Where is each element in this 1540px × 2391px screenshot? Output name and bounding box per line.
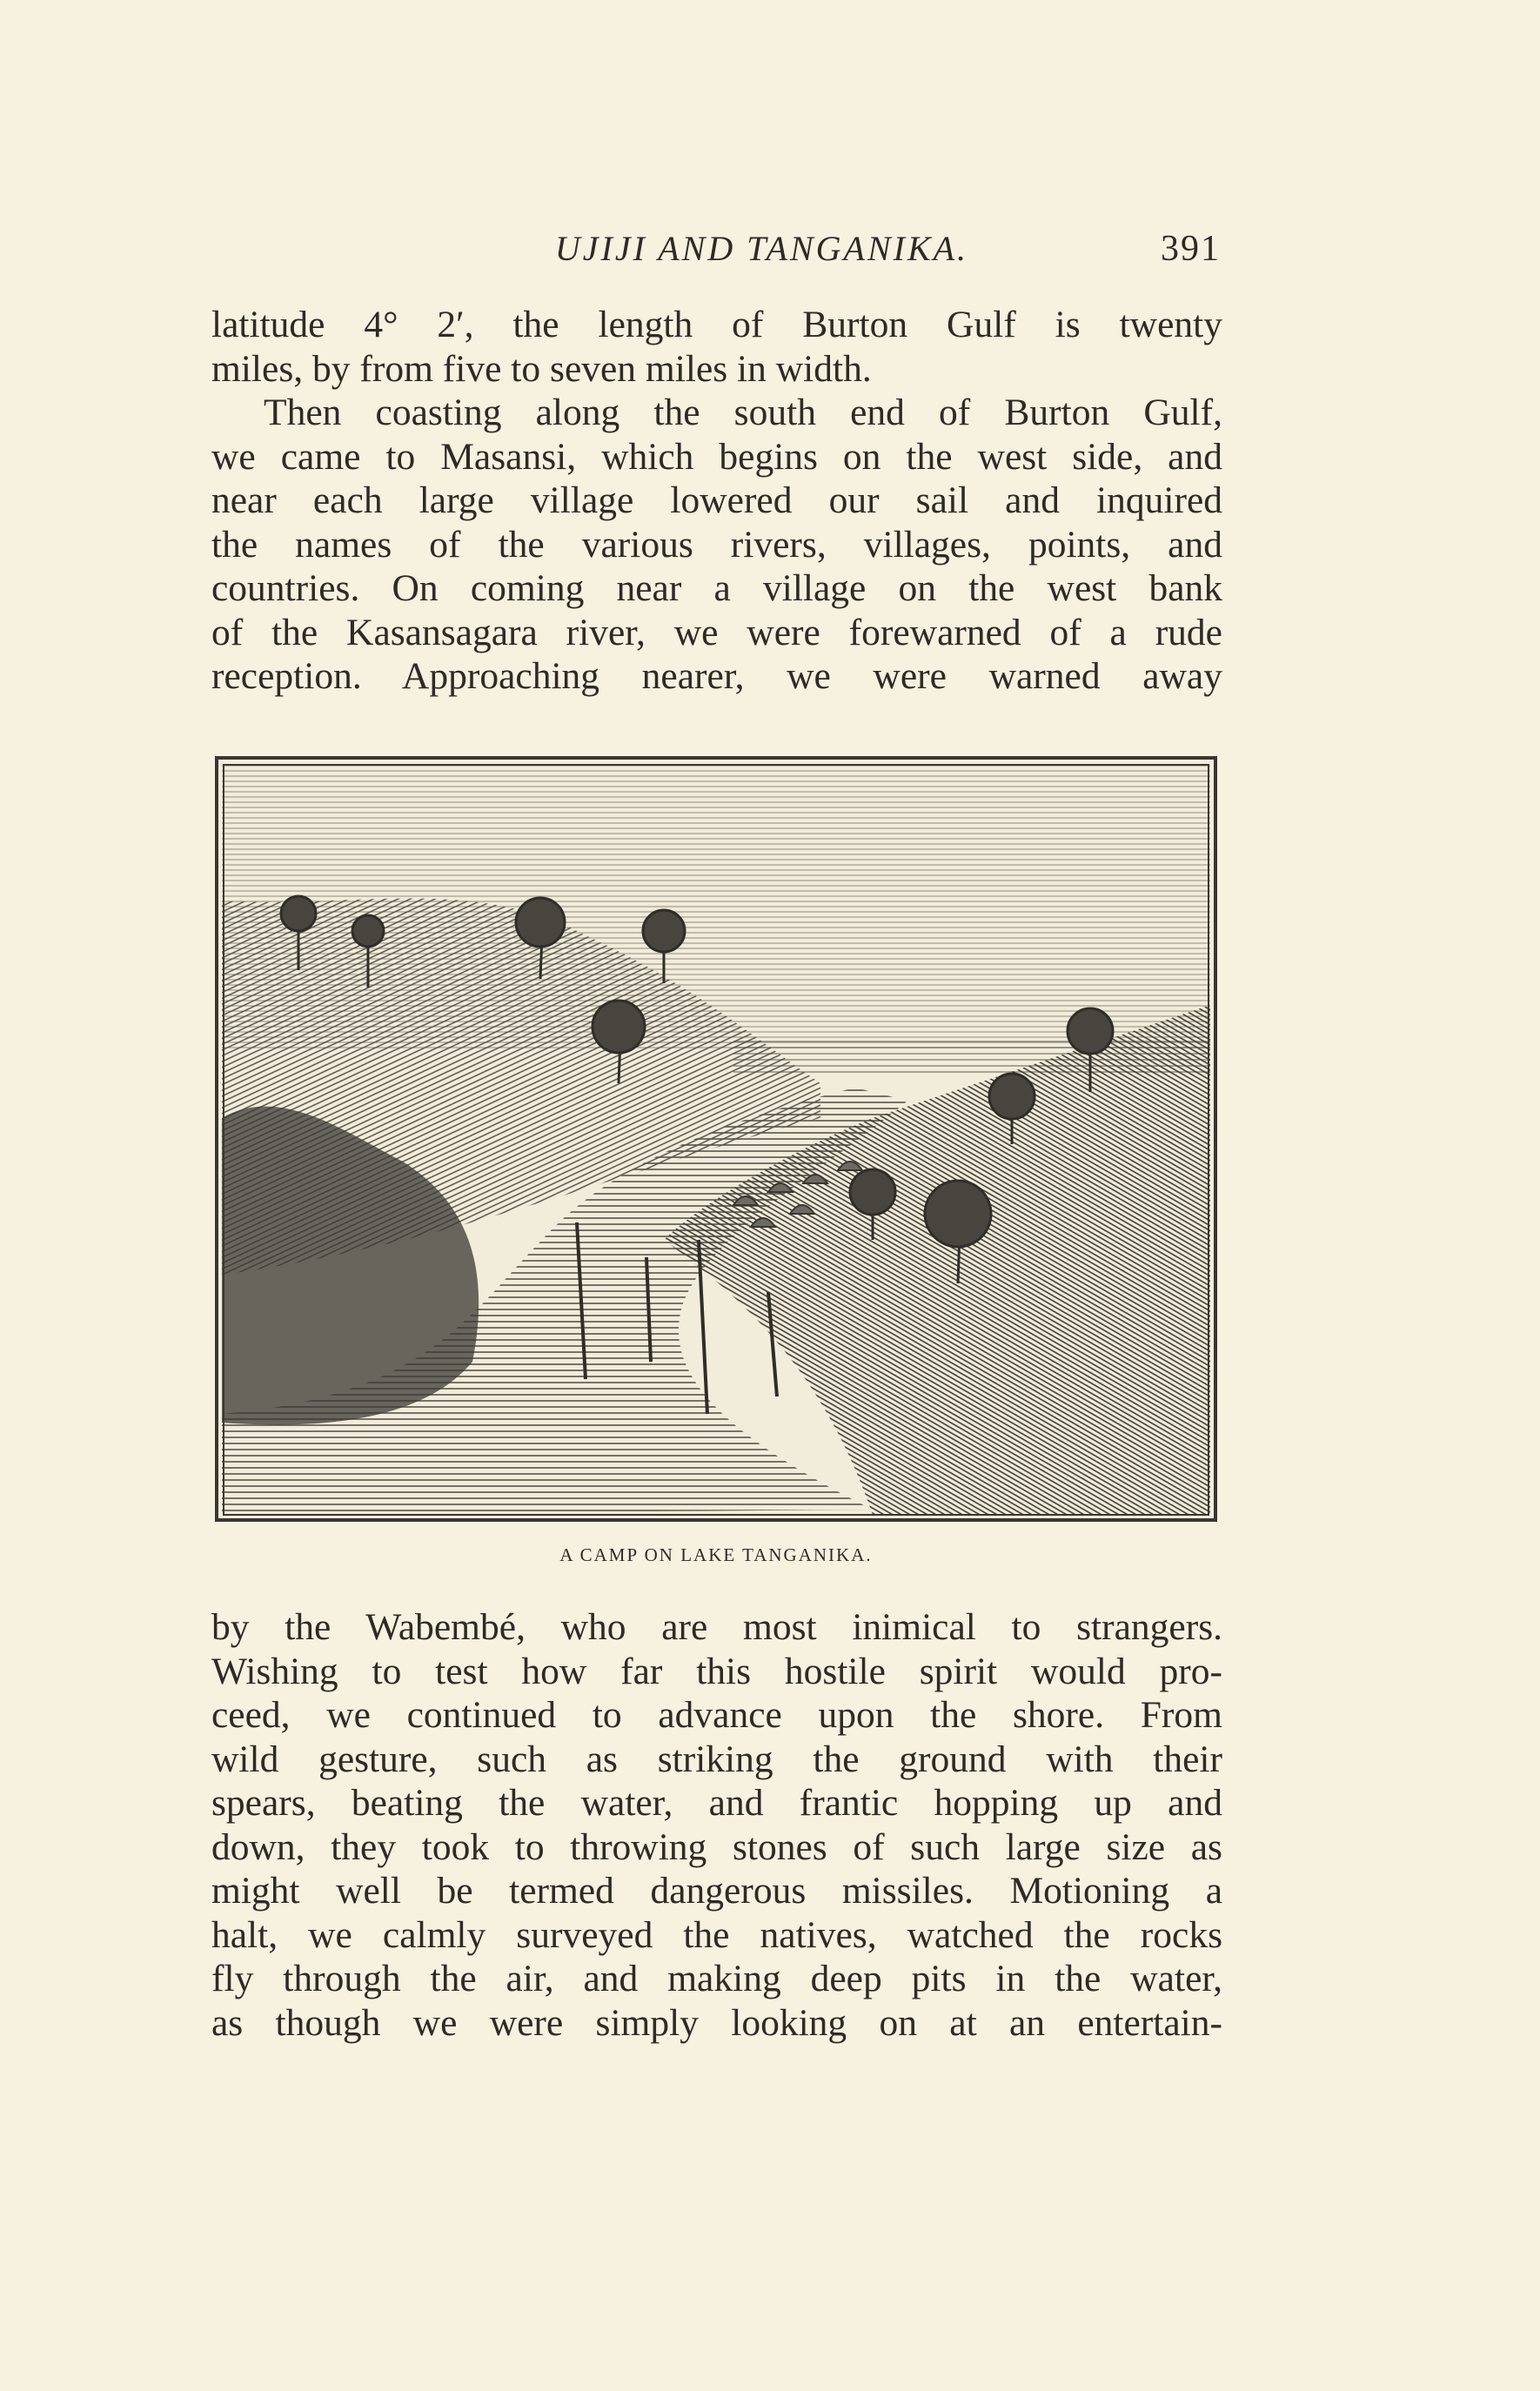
text-line: countries. On coming near a village on the west bank [211,567,1222,609]
body-text-bottom [211,1605,1222,2045]
text-line: by the Wabembé, who are most inimical to strangers. [211,1606,1222,1648]
body-text-top [211,303,1222,699]
text-line: as though we were simply looking on at an entertain- [211,2001,1222,2044]
text-line: Wishing to test how far this hostile spirit would pro- [211,1650,1222,1692]
text-line: Then coasting along the south end of Burton Gulf, [264,392,1222,433]
text-line: of the Kasansagara river, we were forewarned of a rude [211,611,1222,653]
text-line: latitude 4° 2′, the length of Burton Gulf is twenty [211,304,1222,345]
page-number: 391 [1161,229,1221,269]
running-title: UJIJI AND TANGANIKA. [554,229,969,268]
running-head [216,228,1221,280]
text-line: spears, beating the water, and frantic hopping up and [211,1782,1222,1824]
text-line: halt, we calmly surveyed the natives, watched the rocks [211,1913,1222,1956]
text-line: might well be termed dangerous missiles. Motioning a [211,1870,1222,1912]
text-line: reception. Approaching nearer, we were warned away [211,655,1222,697]
text-line: wild gesture, such as striking the ground with their [211,1738,1222,1780]
text-line: near each large village lowered our sail and inquired [211,479,1222,521]
text-line: ceed, we continued to advance upon the shore. From [211,1694,1222,1736]
text-line: the names of the various rivers, villages, points, and [211,523,1222,566]
text-line: we came to Masansi, which begins on the west side, and [211,435,1222,478]
figure-caption: A CAMP ON LAKE TANGANIKA. [559,1544,873,1565]
text-line: miles, by from five to seven miles in width. [211,347,872,390]
text-line: fly through the air, and making deep pits in the water, [211,1958,1222,1999]
engraving-illustration [211,753,1221,1527]
text-line: down, they took to throwing stones of such large size as [211,1825,1222,1868]
